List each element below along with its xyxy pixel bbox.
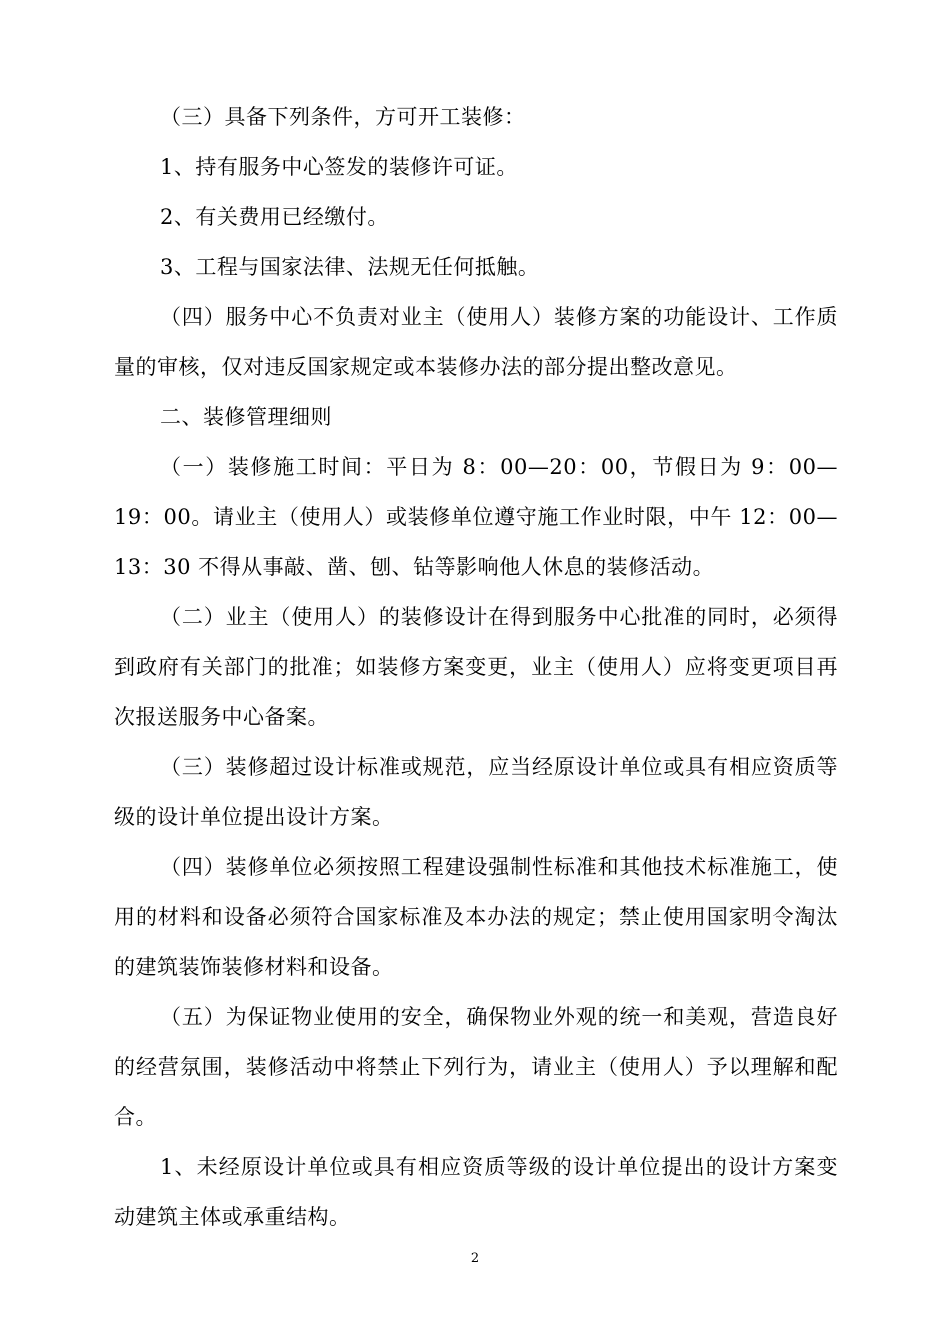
paragraph-design-standards: （三）装修超过设计标准或规范，应当经原设计单位或具有相应资质等级的设计单位提出设计方案。 [114,755,838,829]
page-number: 2 [470,1251,480,1266]
paragraph-construction-hours: （一）装修施工时间：平日为 8：00—20：00，节假日为 9：00—19：00。请业主（使用人）或装修单位遵守施工作业时限，中午 12：00—13：30 不得从事敲、凿、刨、钻等影响他人休息的装修活动。 [114,455,838,579]
paragraph-prohibited-behaviors: （五）为保证物业使用的安全，确保物业外观的统一和美观，营造良好的经营氛围，装修活动中将禁止下列行为，请业主（使用人）予以理解和配合。 [114,1005,838,1129]
paragraph-review-scope: （四）服务中心不负责对业主（使用人）装修方案的功能设计、工作质量的审核，仅对违反国家规定或本装修办法的部分提出整改意见。 [114,305,838,379]
document-body [114,92,838,1242]
paragraph-condition-2: 2、有关费用已经缴付。 [160,205,389,229]
paragraph-condition-3: 3、工程与国家法律、法规无任何抵触。 [160,255,540,279]
paragraph-condition-1: 1、持有服务中心签发的装修许可证。 [160,155,518,179]
paragraph-government-approval: （二）业主（使用人）的装修设计在得到服务中心批准的同时，必须得到政府有关部门的批准；如装修方案变更，业主（使用人）应将变更项目再次报送服务中心备案。 [114,605,838,729]
section-heading-management-rules: 二、装修管理细则 [160,405,332,429]
paragraph-construction-standards: （四）装修单位必须按照工程建设强制性标准和其他技术标准施工，使用的材料和设备必须符合国家标准及本办法的规定；禁止使用国家明令淘汰的建筑装饰装修材料和设备。 [114,855,838,979]
paragraph-conditions-heading: （三）具备下列条件，方可开工装修： [160,105,526,129]
paragraph-prohibited-item-1: 1、未经原设计单位或具有相应资质等级的设计单位提出的设计方案变动建筑主体或承重结构。 [114,1155,838,1229]
